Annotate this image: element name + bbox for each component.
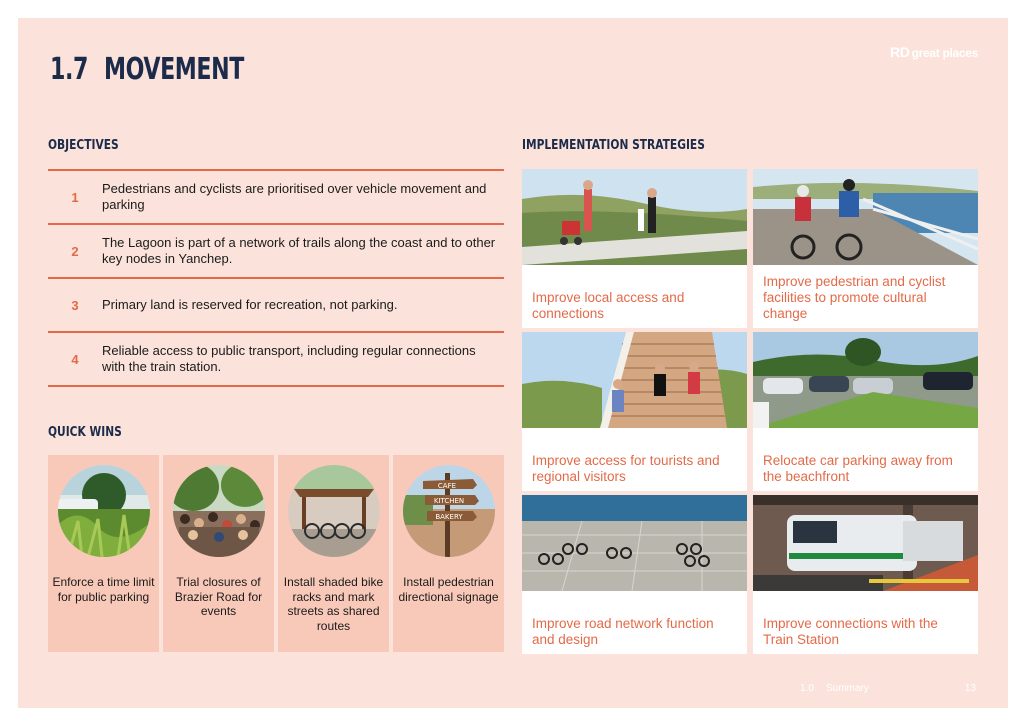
objective-number: 3 bbox=[71, 297, 79, 313]
quick-win-card bbox=[163, 455, 274, 652]
strategies-heading: IMPLEMENTATION STRATEGIES bbox=[522, 138, 705, 153]
sign-label: KITCHEN bbox=[433, 497, 465, 505]
strategy-card bbox=[753, 169, 978, 328]
strategy-text: Improve connections with the Train Station bbox=[763, 616, 938, 647]
strategy-card bbox=[522, 495, 747, 654]
objective-number: 2 bbox=[71, 243, 79, 259]
quick-wins-heading: QUICK WINS bbox=[48, 425, 122, 440]
strategy-text: Improve local access and connections bbox=[532, 290, 685, 321]
strategy-text: Relocate car parking away from the beachfront bbox=[763, 453, 953, 484]
objective-row bbox=[48, 279, 504, 333]
brand-name: great places bbox=[911, 46, 978, 60]
objectives-list bbox=[48, 169, 504, 387]
objective-row bbox=[48, 225, 504, 279]
objective-text: Pedestrians and cyclists are prioritised over vehicle movement and parking bbox=[102, 181, 487, 212]
strategy-card bbox=[522, 169, 747, 328]
quick-win-text: Enforce a time limit for public parking bbox=[52, 575, 155, 604]
objective-text: Primary land is reserved for recreation, not parking. bbox=[102, 297, 398, 312]
strategy-card bbox=[522, 332, 747, 491]
strategy-text: Improve road network function and design bbox=[532, 616, 714, 647]
strategies-grid bbox=[522, 169, 978, 654]
page-number: 13 bbox=[964, 683, 976, 694]
crowd-photo-icon bbox=[173, 465, 265, 557]
objective-row bbox=[48, 171, 504, 225]
bike-rack-photo-icon bbox=[288, 465, 380, 557]
footer-section-label: Summary bbox=[826, 683, 869, 694]
stairs-photo-icon bbox=[522, 332, 747, 428]
quick-win-card bbox=[393, 455, 504, 652]
page-title: MOVEMENT bbox=[104, 52, 244, 87]
objective-number: 1 bbox=[71, 189, 79, 205]
quick-win-text: Trial closures of Brazier Road for events bbox=[174, 575, 263, 618]
car-park-photo-icon bbox=[753, 332, 978, 428]
train-photo-icon bbox=[753, 495, 978, 591]
brand-mark: RD bbox=[889, 44, 910, 60]
objective-text: The Lagoon is part of a network of trails along the coast and to other key nodes in Yanchep. bbox=[102, 235, 496, 266]
objective-row bbox=[48, 333, 504, 387]
footer-section-number: 1.0 bbox=[800, 683, 814, 694]
page bbox=[18, 18, 1008, 708]
strategy-text: Improve access for tourists and regional visitors bbox=[532, 453, 720, 484]
cyclists-boardwalk-photo-icon bbox=[753, 169, 978, 265]
quick-win-card bbox=[278, 455, 389, 652]
quick-win-text: Install shaded bike racks and mark streets as shared routes bbox=[283, 575, 384, 633]
quick-win-card bbox=[48, 455, 159, 652]
objectives-heading: OBJECTIVES bbox=[48, 138, 119, 153]
strategy-card bbox=[753, 332, 978, 491]
brand-logo bbox=[890, 44, 978, 60]
strategy-card bbox=[753, 495, 978, 654]
section-number: 1.7 bbox=[50, 52, 88, 87]
family-walking-photo-icon bbox=[522, 169, 747, 265]
quick-wins-list bbox=[48, 455, 504, 652]
parking-photo-icon bbox=[58, 465, 150, 557]
objective-number: 4 bbox=[71, 351, 79, 367]
strategy-text: Improve pedestrian and cyclist facilities to promote cultural change bbox=[763, 274, 946, 321]
sign-label: CAFE bbox=[437, 482, 457, 490]
quick-win-text: Install pedestrian directional signage bbox=[398, 575, 499, 604]
objective-text: Reliable access to public transport, including regular connections with the train station. bbox=[102, 343, 476, 374]
sign-label: BAKERY bbox=[435, 513, 463, 521]
cycle-path-photo-icon bbox=[522, 495, 747, 591]
signpost-photo-icon bbox=[403, 465, 495, 557]
